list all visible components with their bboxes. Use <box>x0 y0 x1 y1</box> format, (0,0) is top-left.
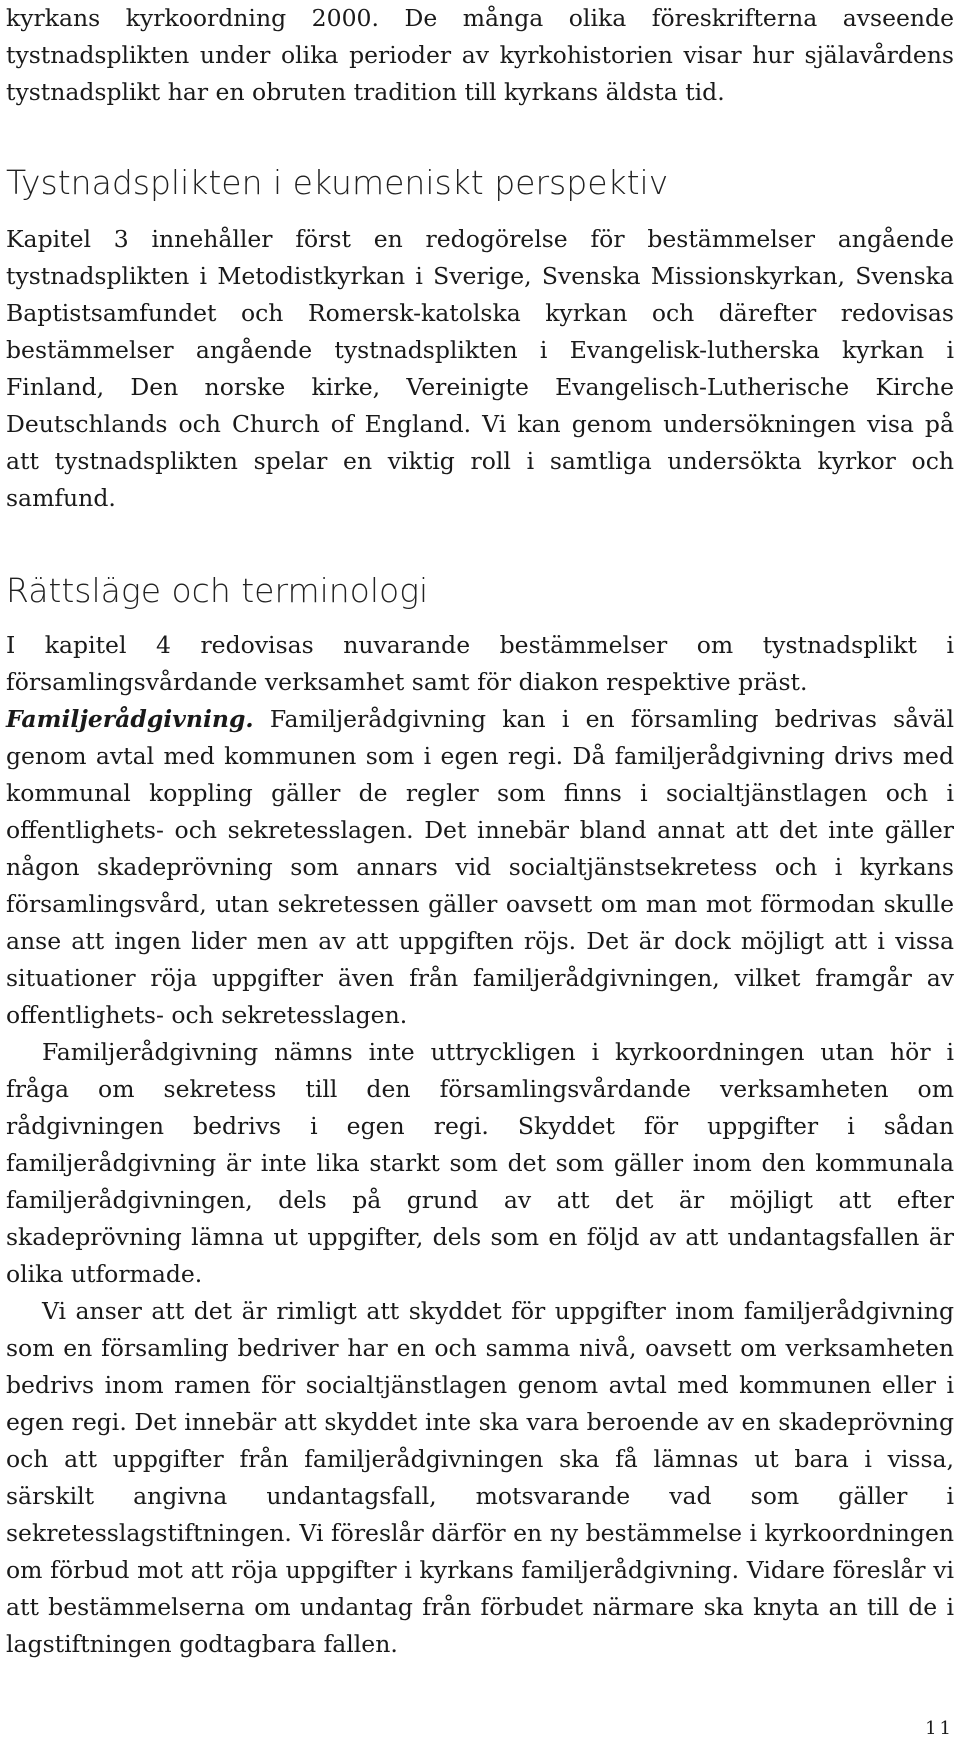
section-heading-legal: Rättsläge och terminologi <box>6 571 429 610</box>
document-page <box>6 0 954 1663</box>
intro-paragraph: kyrkans kyrkoordning 2000. De många olika föreskrifterna avseende tystnadsplikten under olika perioder av kyrkohistorien visar hur själavårdens tystnadsplikt har en obruten tradition till kyrkans äldsta tid. <box>6 4 954 106</box>
section-ecumenical-paragraph: Kapitel 3 innehåller först en redogörelse för bestämmelser angående tystnadsplikten i Metodistkyrkan i Sverige, Svenska Missionskyrkan, Svenska Baptistsamfundet och Romersk-katolska kyrkan och därefter redovisas bestämmelser angående tystnadsplikten i Evangelisk-lutherska kyrkan i Finland, Den norske kirke, Vereinigte Evangelisch-Lutherische Kirche Deutschlands och Church of England. Vi kan genom undersökningen visa på att tystnadsplikten spelar en viktig roll i samtliga undersökta kyrkor och samfund. <box>6 225 954 512</box>
section-heading-ecumenical: Tystnadsplikten i ekumeniskt perspektiv <box>6 163 669 202</box>
run-in-heading: Familjerådgivning. <box>6 705 254 733</box>
section-legal-paragraph-1: I kapitel 4 redovisas nuvarande bestämmelser om tystnadsplikt i församlingsvårdande verksamhet samt för diakon respektive präst. <box>6 631 954 696</box>
section-legal-paragraph-2 <box>6 701 954 1034</box>
section-legal-paragraph-3: Familjerådgivning nämns inte uttryckligen i kyrkoordningen utan hör i fråga om sekretess till den församlingsvårdande verksamheten om rådgivningen bedrivs i egen regi. Skyddet för uppgifter i sådan familjerådgivning är inte lika starkt som det som gäller inom den kommunala familjerådgivningen, dels på grund av att det är möjligt att efter skadeprövning lämna ut uppgifter, dels som en följd av att undantagsfallen är olika utformade. <box>6 1038 954 1288</box>
paragraph-2-body: Familjerådgivning kan i en församling bedrivas såväl genom avtal med kommunen som i egen regi. Då familjerådgivning drivs med kommunal koppling gäller de regler som finns i socialtjänstlagen och i offentlighets- och sekretesslagen. Det innebär bland annat att det inte gäller någon skadeprövning som annars vid socialtjänstsekretess och i kyrkans församlingsvård, utan sekretessen gäller oavsett om man mot förmodan skulle anse att ingen lider men av att uppgiften röjs. Det är dock möjligt att i vissa situationer röja uppgifter även från familjerådgivningen, vilket framgår av offentlighets- och sekretesslagen. <box>6 705 954 1029</box>
section-legal-paragraph-4: Vi anser att det är rimligt att skyddet för uppgifter inom familjerådgivning som en församling bedriver har en och samma nivå, oavsett om verksamheten bedrivs inom ramen för socialtjänstlagen genom avtal med kommunen eller i egen regi. Det innebär att skyddet inte ska vara beroende av en skadeprövning och att uppgifter från familjerådgivningen ska få lämnas ut bara i vissa, särskilt angivna undantagsfall, motsvarande vad som gäller i sekretesslagstiftningen. Vi föreslår därför en ny bestämmelse i kyrkoordningen om förbud mot att röja uppgifter i kyrkans familjerådgivning. Vidare föreslår vi att bestämmelserna om undantag från förbudet närmare ska knyta an till de i lagstiftningen godtagbara fallen. <box>6 1297 954 1658</box>
page-number: 11 <box>925 1718 954 1739</box>
